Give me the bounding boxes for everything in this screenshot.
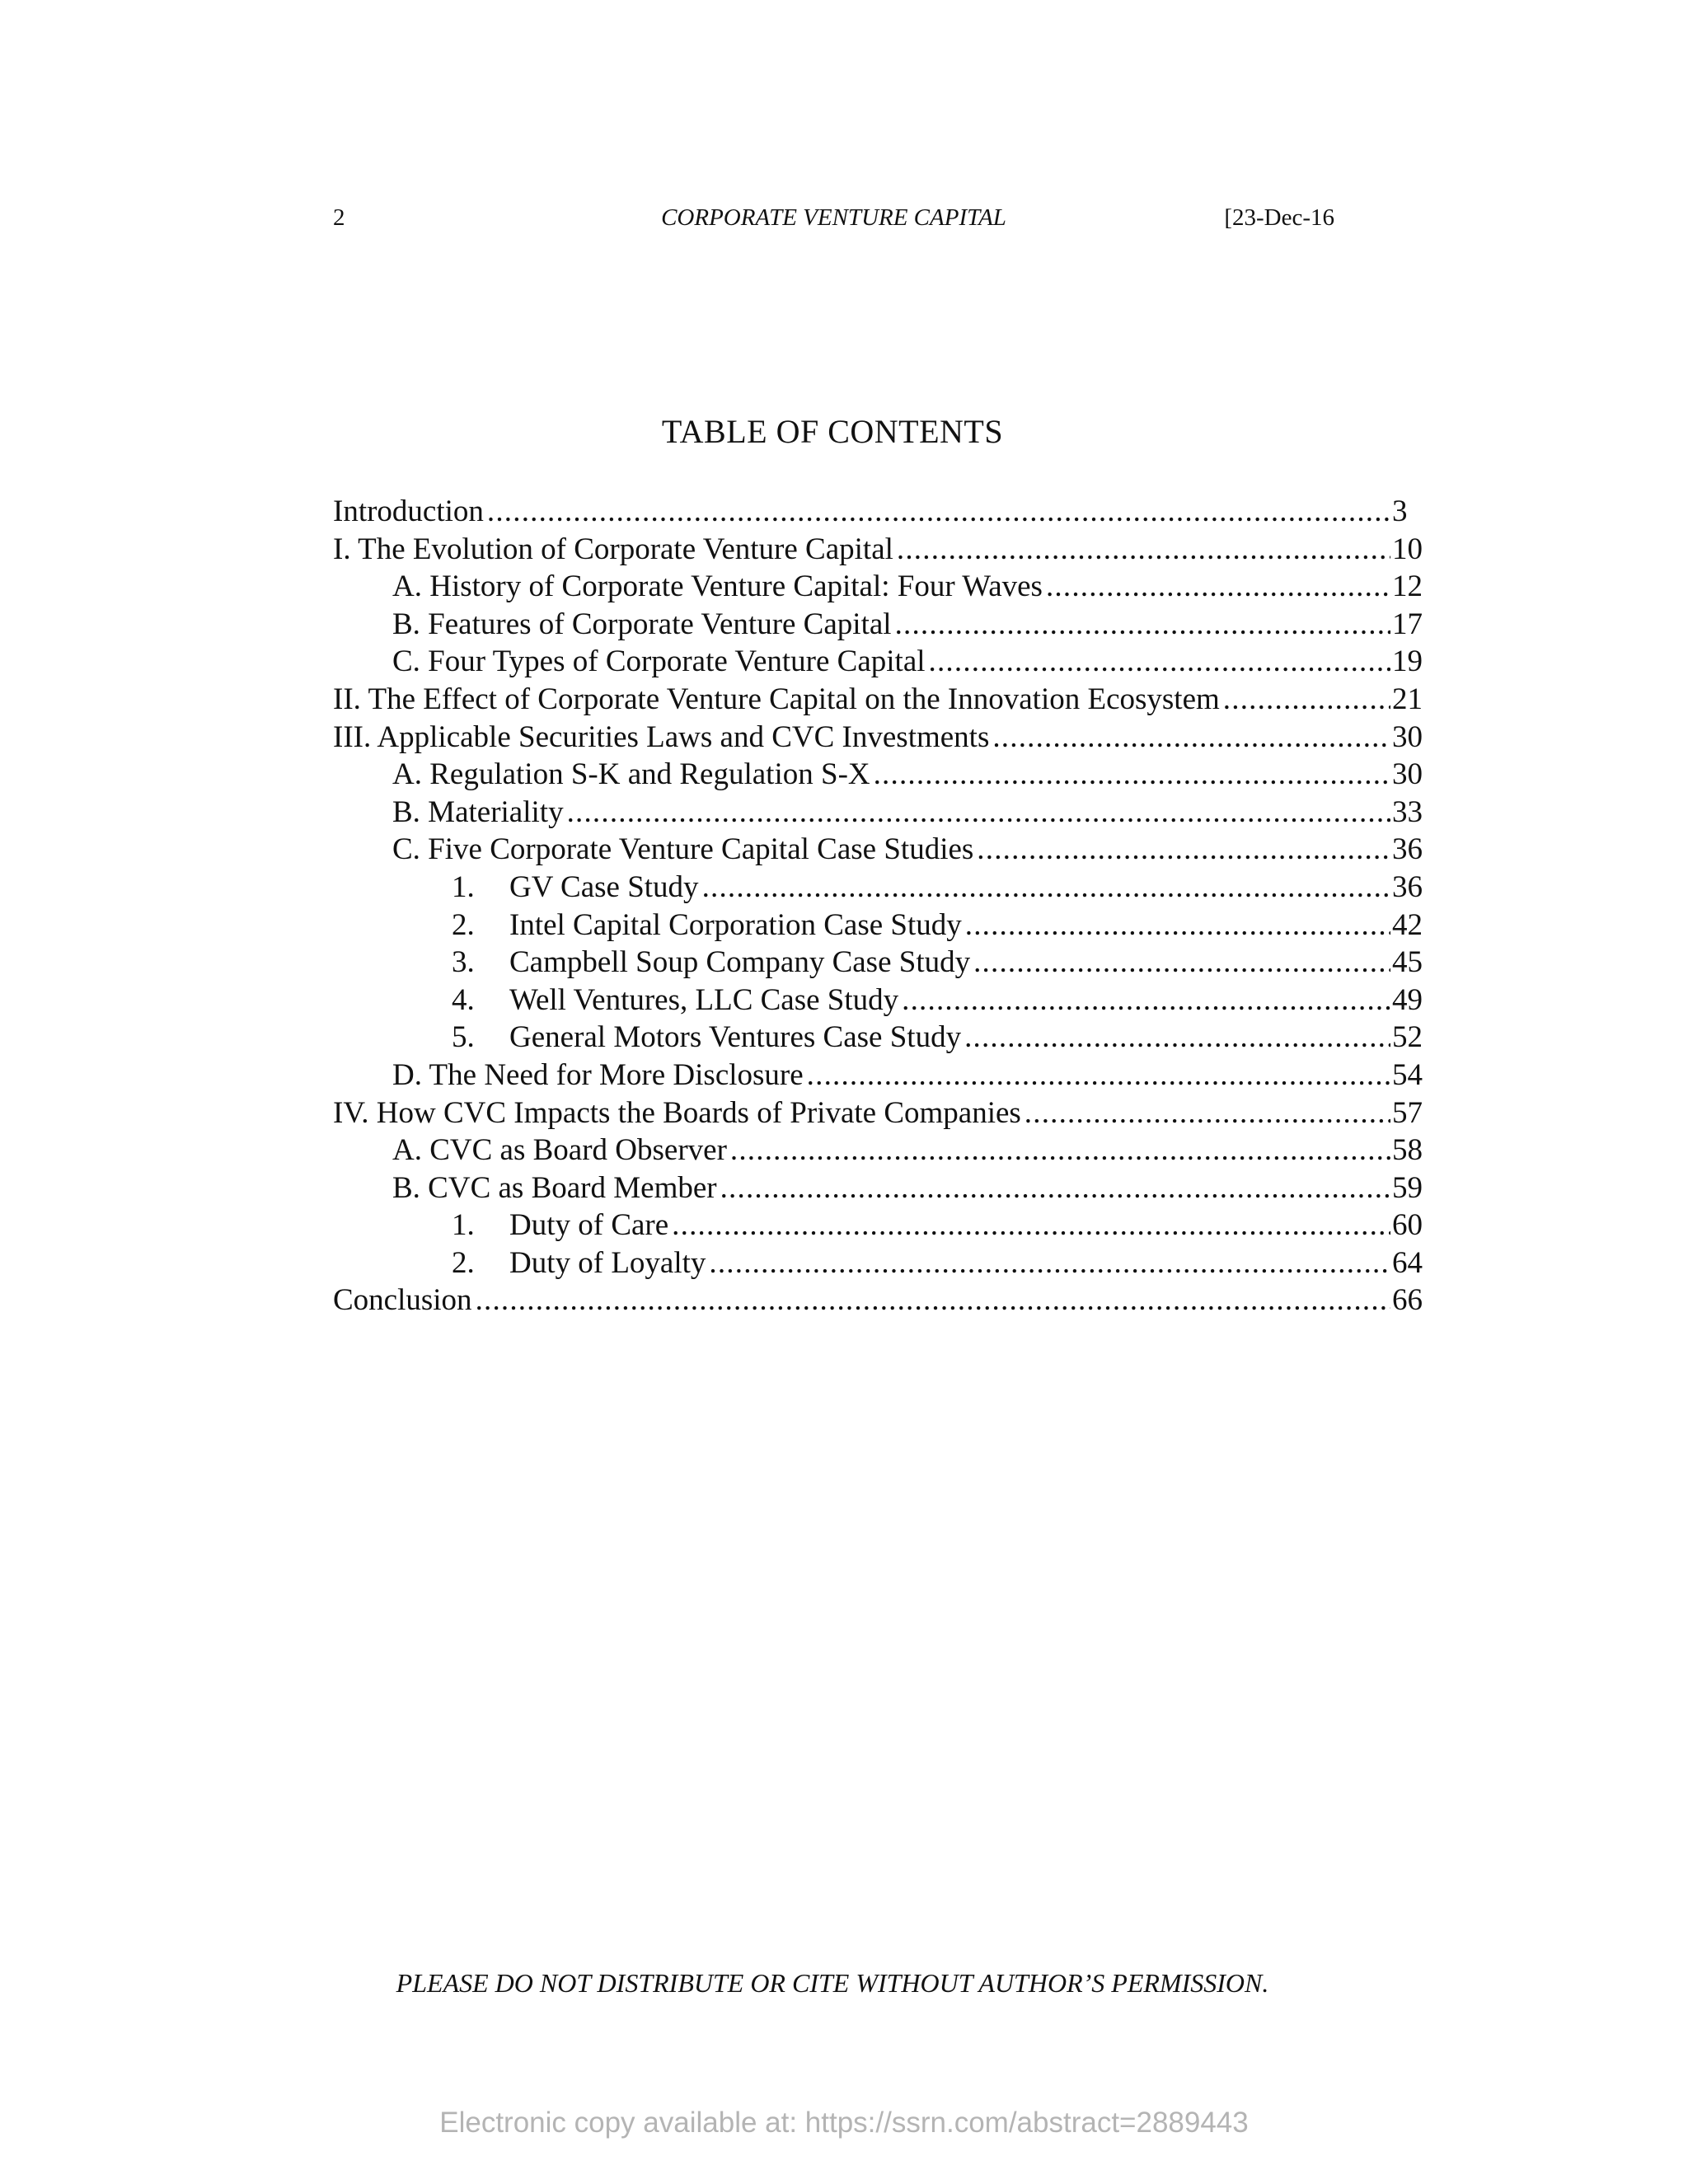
toc-title: TABLE OF CONTENTS [661,413,1004,450]
toc-entry-title: B. Features of Corporate Venture Capital [392,607,892,641]
toc-entry-title: III. Applicable Securities Laws and CVC Investments [333,719,990,754]
dot-leader [1223,681,1390,719]
toc-entry-page: 54 [1392,1057,1423,1092]
toc-entry-title: Campbell Soup Company Case Study [509,945,971,980]
toc-entry-introduction[interactable] [333,493,1423,531]
toc-entry-part-1[interactable] [333,531,1423,569]
toc-entry-title: B. CVC as Board Member [392,1170,717,1205]
toc-entry-page: 49 [1392,982,1423,1017]
toc-entry-part-1c[interactable] [333,643,1423,681]
toc-entry-part-3d[interactable] [333,1057,1423,1094]
toc-entry-title: Well Ventures, LLC Case Study [509,982,899,1017]
dot-leader [1025,1094,1390,1132]
toc-entry-part-3c-3[interactable] [333,944,1423,982]
toc-entry-page: 30 [1392,757,1423,792]
journal-title: CORPORATE VENTURE CAPITAL [661,204,1006,231]
toc-entry-page: 33 [1392,794,1423,829]
toc-entry-title: Introduction [333,494,484,528]
page-number: 2 [333,204,345,231]
toc-entry-part-3[interactable] [333,719,1423,757]
distribution-notice: PLEASE DO NOT DISTRIBUTE OR CITE WITHOUT AUTHOR’S PERMISSION. [396,1968,1269,1998]
toc-entry-page: 3 [1392,494,1408,528]
dot-leader [730,1132,1390,1169]
toc-entry-page: 30 [1392,719,1423,754]
dot-leader [672,1207,1390,1244]
toc-entry-title: B. Materiality [392,794,564,829]
toc-entry-title: Conclusion [333,1283,472,1318]
toc-entry-page: 17 [1392,607,1423,641]
toc-entry-number: 2. [452,1245,475,1280]
toc-entry-page: 21 [1392,682,1423,716]
dot-leader [567,794,1390,832]
toc-entry-title: Duty of Loyalty [509,1245,706,1280]
toc-entry-part-3b[interactable] [333,794,1423,832]
header-date: [23-Dec-16 [1224,204,1334,231]
toc-entry-title: I. The Evolution of Corporate Venture Capital [333,532,893,566]
toc-entry-conclusion[interactable] [333,1282,1423,1319]
toc-entry-part-3c-4[interactable] [333,982,1423,1019]
ssrn-watermark: Electronic copy available at: https://ssrn.com/abstract=2889443 [439,2107,1249,2139]
toc-entry-page: 58 [1392,1133,1423,1168]
toc-entry-title: Intel Capital Corporation Case Study [509,907,962,942]
toc-entry-page: 42 [1392,907,1423,942]
toc-entry-title: Duty of Care [509,1208,669,1243]
running-head [333,204,1334,237]
toc-entry-page: 57 [1392,1095,1423,1130]
dot-leader [807,1057,1390,1094]
toc-entry-title: IV. How CVC Impacts the Boards of Private Companies [333,1095,1021,1130]
toc-entry-number: 2. [452,907,475,942]
toc-entry-part-3c-2[interactable] [333,907,1423,944]
toc-entry-title: A. CVC as Board Observer [392,1133,727,1168]
dot-leader [476,1282,1390,1319]
dot-leader [992,719,1390,757]
toc-entry-title: GV Case Study [509,869,699,904]
dot-leader [702,869,1390,907]
toc-entry-title: A. History of Corporate Venture Capital: Four Waves [392,569,1043,604]
toc-entry-part-1a[interactable] [333,568,1423,606]
dot-leader [874,756,1390,794]
toc-entry-page: 64 [1392,1245,1423,1280]
toc-entry-page: 36 [1392,832,1423,867]
dot-leader [895,606,1390,644]
toc-entry-page: 52 [1392,1020,1423,1055]
toc-entry-number: 5. [452,1020,475,1055]
toc-entry-page: 45 [1392,945,1423,980]
dot-leader [929,643,1390,681]
toc-entry-number: 1. [452,1208,475,1243]
table-of-contents [333,493,1423,1319]
toc-entry-part-3c[interactable] [333,831,1423,869]
toc-entry-part-4a[interactable] [333,1132,1423,1169]
toc-entry-part-4b-2[interactable] [333,1244,1423,1282]
dot-leader [964,1019,1390,1057]
toc-entry-title: C. Five Corporate Venture Capital Case Studies [392,832,974,867]
toc-entry-title: D. The Need for More Disclosure [392,1057,804,1092]
dot-leader [902,982,1390,1019]
toc-entry-title: II. The Effect of Corporate Venture Capital on the Innovation Ecosystem [333,682,1220,716]
toc-entry-page: 60 [1392,1208,1423,1243]
toc-entry-title: General Motors Ventures Case Study [509,1020,962,1055]
toc-entry-title: A. Regulation S-K and Regulation S-X [392,757,870,792]
dot-leader [720,1169,1390,1207]
dot-leader [977,831,1390,869]
dot-leader [973,944,1390,982]
toc-entry-page: 36 [1392,869,1423,904]
toc-entry-part-2[interactable] [333,681,1423,719]
toc-entry-page: 59 [1392,1170,1423,1205]
toc-entry-part-3c-1[interactable] [333,869,1423,907]
toc-entry-number: 4. [452,982,475,1017]
toc-entry-part-4b-1[interactable] [333,1207,1423,1244]
dot-leader [709,1244,1390,1282]
toc-entry-page: 10 [1392,532,1423,566]
toc-entry-part-4b[interactable] [333,1169,1423,1207]
toc-entry-number: 3. [452,945,475,980]
dot-leader [1046,568,1390,606]
toc-entry-page: 12 [1392,569,1423,604]
toc-entry-part-3c-5[interactable] [333,1019,1423,1057]
dot-leader [897,531,1390,569]
toc-entry-part-3a[interactable] [333,756,1423,794]
dot-leader [965,907,1390,944]
toc-entry-part-1b[interactable] [333,606,1423,644]
toc-entry-page: 66 [1392,1283,1423,1318]
dot-leader [487,493,1390,531]
toc-entry-title: C. Four Types of Corporate Venture Capital [392,644,926,679]
toc-entry-page: 19 [1392,644,1423,679]
toc-entry-number: 1. [452,869,475,904]
toc-entry-part-4[interactable] [333,1094,1423,1132]
